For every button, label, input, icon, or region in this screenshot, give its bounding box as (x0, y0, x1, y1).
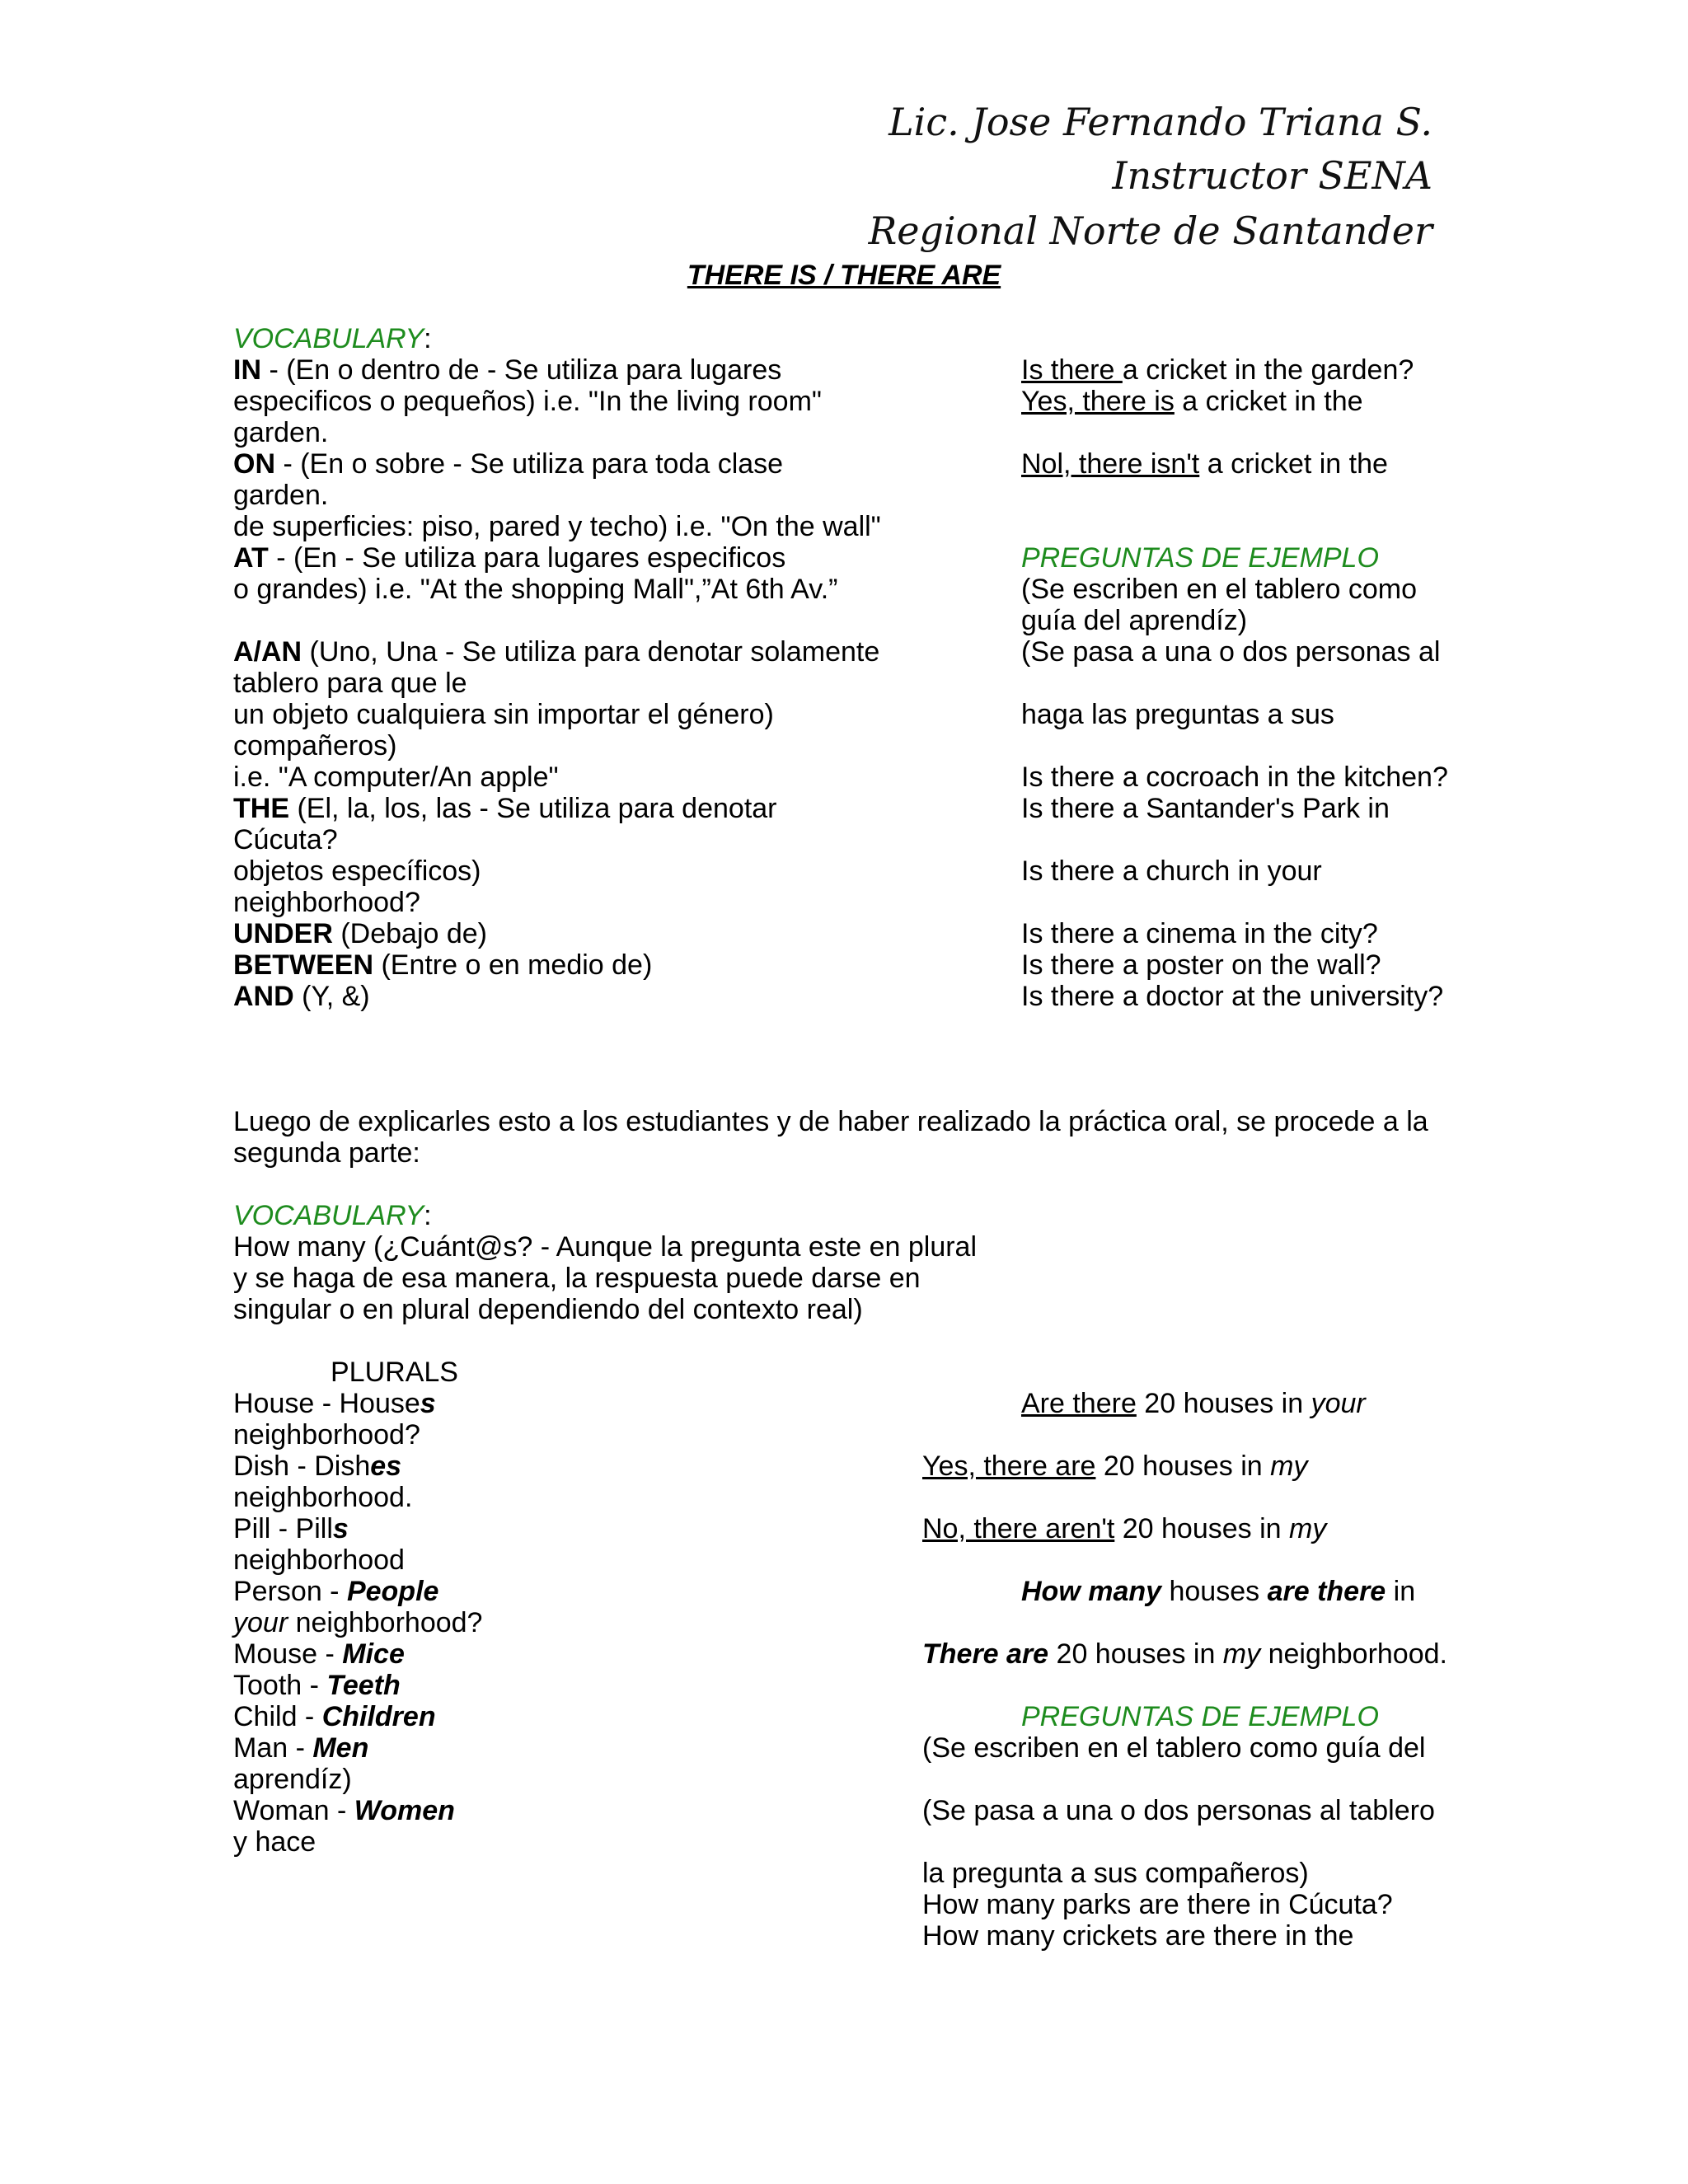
plural-line: neighborhood? (233, 1419, 420, 1451)
vocab-line: Cúcuta? (233, 824, 338, 855)
vocab-line: compañeros) (233, 730, 397, 762)
example-answer-no: No, there aren't 20 houses in my (922, 1513, 1327, 1544)
example-answer-yes: Yes, there is a cricket in the (1021, 386, 1363, 417)
example-question: Are there 20 houses in your (1021, 1388, 1366, 1419)
example-howmany-question: How many houses are there in (1021, 1576, 1416, 1607)
vocab-line: especificos o pequeños) i.e. "In the living room" (233, 386, 822, 417)
vocab-line: i.e. "A computer/An apple" (233, 762, 559, 793)
plural-line: aprendíz) (233, 1764, 352, 1795)
howmany-text: singular o en plural dependiendo del contexto real) (233, 1294, 863, 1325)
vocab-line: garden. (233, 480, 329, 511)
examples-heading: PREGUNTAS DE EJEMPLO (1021, 542, 1379, 574)
page-title: THERE IS / THERE ARE (687, 260, 1001, 291)
example-answer-no: Nol, there isn't a cricket in the (1021, 448, 1388, 480)
vocab-and: AND (Y, &) (233, 981, 370, 1012)
example-answer-yes: Yes, there are 20 houses in my (922, 1451, 1308, 1482)
vocab-under: UNDER (Debajo de) (233, 918, 488, 949)
plural-pill: Pill - Pills (233, 1513, 349, 1544)
vocab-line: objetos específicos) (233, 855, 481, 887)
transition-text: Luego de explicarles esto a los estudiantes y de haber realizado la práctica oral, se procede a la (233, 1106, 1428, 1137)
vocab-a-an: A/AN (Uno, Una - Se utiliza para denotar solamente (233, 636, 880, 668)
example-question: Is there a doctor at the university? (1021, 981, 1444, 1012)
examples-note: haga las preguntas a sus (1021, 699, 1334, 730)
plural-house: House - Houses (233, 1388, 436, 1419)
author-role: Instructor SENA (1112, 153, 1432, 198)
plural-man: Man - Men (233, 1732, 369, 1764)
example-question: Is there a cocroach in the kitchen? (1021, 762, 1448, 793)
example-question: Is there a poster on the wall? (1021, 949, 1381, 981)
plural-woman: Woman - Women (233, 1795, 455, 1826)
transition-text: segunda parte: (233, 1137, 420, 1169)
examples-note: (Se escriben en el tablero como guía del (922, 1732, 1426, 1764)
vocabulary-heading: VOCABULARY: (233, 323, 432, 354)
plural-line: neighborhood (233, 1544, 405, 1576)
examples-note: (Se pasa a una o dos personas al tablero (922, 1795, 1435, 1826)
plural-tooth: Tooth - Teeth (233, 1670, 401, 1701)
plural-child: Child - Children (233, 1701, 436, 1732)
vocab-line: o grandes) i.e. "At the shopping Mall",”At 6th Av.” (233, 574, 838, 605)
example-question: Is there a cricket in the garden? (1021, 354, 1414, 386)
vocab-line: neighborhood? (233, 887, 420, 918)
howmany-text: y se haga de esa manera, la respuesta puede darse en (233, 1263, 921, 1294)
example-question: How many parks are there in Cúcuta? (922, 1889, 1393, 1920)
vocab-between: BETWEEN (Entre o en medio de) (233, 949, 653, 981)
vocabulary-heading-2: VOCABULARY: (233, 1200, 432, 1231)
vocab-line: de superficies: piso, pared y techo) i.e. "On the wall" (233, 511, 881, 542)
howmany-text: How many (¿Cuánt@s? - Aunque la pregunta este en plural (233, 1231, 978, 1263)
plural-line: neighborhood. (233, 1482, 413, 1513)
example-question: Is there a church in your (1021, 855, 1322, 887)
author-name: Lic. Jose Fernando Triana S. (889, 100, 1432, 144)
examples-note: la pregunta a sus compañeros) (922, 1858, 1309, 1889)
vocab-line: tablero para que le (233, 668, 467, 699)
author-region: Regional Norte de Santander (868, 209, 1432, 253)
plural-line: y hace (233, 1826, 316, 1858)
vocab-line: un objeto cualquiera sin importar el género) (233, 699, 774, 730)
plurals-heading: PLURALS (331, 1357, 458, 1388)
plural-person: Person - People (233, 1576, 439, 1607)
examples-note: (Se pasa a una o dos personas al (1021, 636, 1441, 668)
vocab-the: THE (El, la, los, las - Se utiliza para denotar (233, 793, 777, 824)
examples-note: (Se escriben en el tablero como (1021, 574, 1418, 605)
vocab-at: AT - (En - Se utiliza para lugares especificos (233, 542, 786, 574)
plural-dish: Dish - Dishes (233, 1451, 402, 1482)
examples-note: guía del aprendíz) (1021, 605, 1248, 636)
vocab-on: ON - (En o sobre - Se utiliza para toda clase (233, 448, 784, 480)
vocab-line: garden. (233, 417, 329, 448)
example-question: How many crickets are there in the (922, 1920, 1354, 1952)
example-howmany-answer: There are 20 houses in my neighborhood. (922, 1638, 1447, 1670)
examples-heading-2: PREGUNTAS DE EJEMPLO (1021, 1701, 1379, 1732)
plural-line: your neighborhood? (233, 1607, 483, 1638)
example-question: Is there a cinema in the city? (1021, 918, 1378, 949)
vocab-in: IN - (En o dentro de - Se utiliza para lugares (233, 354, 782, 386)
plural-mouse: Mouse - Mice (233, 1638, 405, 1670)
example-question: Is there a Santander's Park in (1021, 793, 1390, 824)
